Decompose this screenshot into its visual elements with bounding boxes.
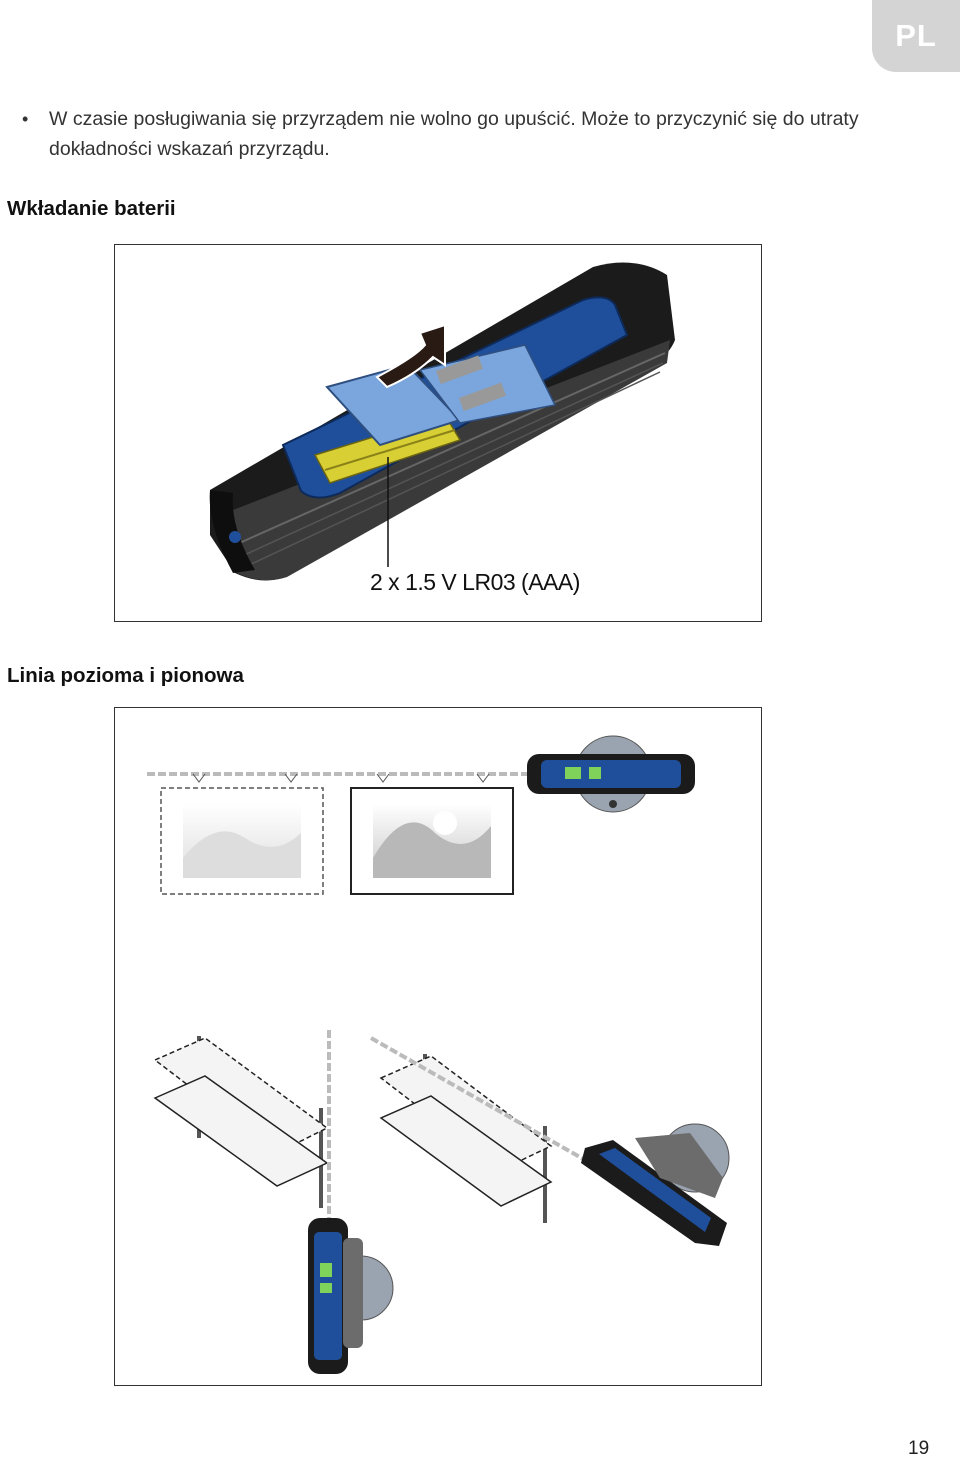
lines-figure	[114, 707, 762, 1386]
warning-text: W czasie posługiwania się przyrządem nie wolno go upuścić. Może to przyczynić się do utraty dokładności wskazań przyrządu.	[49, 108, 859, 160]
level-device-diagonal	[581, 1124, 729, 1246]
battery-figure	[114, 244, 762, 622]
battery-heading: Wkładanie baterii	[7, 197, 176, 220]
picture-frame-dashed	[161, 774, 323, 894]
page-number: 19	[908, 1438, 930, 1459]
level-device-illustration	[210, 263, 675, 581]
lines-illustration	[115, 708, 761, 1385]
bullet-dot: •	[22, 109, 29, 129]
shelf-left	[155, 1030, 329, 1308]
picture-frame-solid	[351, 774, 513, 894]
shelf-right	[371, 1038, 585, 1223]
language-tab: PL	[872, 0, 960, 72]
level-device-vertical	[308, 1218, 393, 1374]
warning-bullet	[22, 104, 862, 164]
battery-spec-label: 2 x 1.5 V LR03 (AAA)	[370, 569, 580, 595]
lines-heading: Linia pozioma i pionowa	[7, 664, 244, 687]
level-device-horizontal	[527, 736, 695, 812]
battery-illustration	[115, 245, 761, 621]
